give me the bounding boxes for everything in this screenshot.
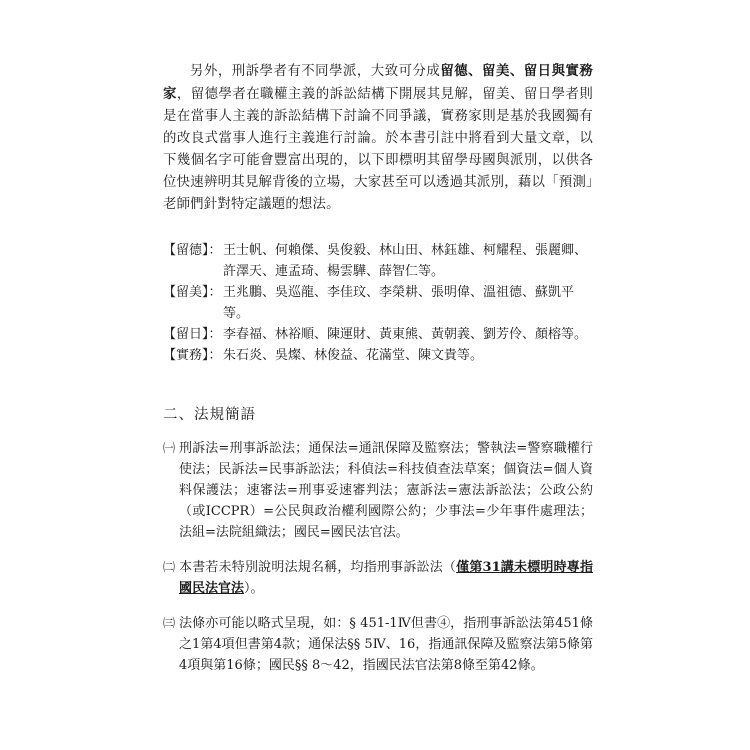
item-text: 法條亦可能以略式呈現，如：§ 451-1Ⅳ但書④，指刑事訴訟法第451條之1第4項但書第4款；通保法§§ 5Ⅳ、16，指通訊保障及監察法第5條第4項與第16條；國民§§ 8～42，指國民法官法第8條至第42條。 bbox=[179, 616, 593, 673]
intro-paragraph bbox=[163, 60, 593, 216]
page-content bbox=[163, 60, 593, 676]
intro-text-2: ，留德學者在職權主義的訴訟結構下開展其見解，留美、留日學者則是在當事人主義的訴訟結構下討論不同爭議，實務家則是基於我國獨有的改良式當事人進行主義進行討論。於本書引註中將看到大量文章，以下幾個名字可能會豐富出現的，以下即標明其留學母國與派別，以供各位快速辨明其見解背後的立場，大家甚至可以透過其派別，藉以「預測」老師們針對特定議題的想法。 bbox=[163, 87, 594, 212]
school-names: 王士帆、何賴傑、吳俊毅、林山田、林鈺雄、柯耀程、張麗卿、許澤天、連孟琦、楊雲驊、薛智仁等。 bbox=[223, 243, 588, 279]
item-text bbox=[179, 557, 593, 599]
school-names: 王兆鵬、吳巡龍、李佳玟、李榮耕、張明偉、溫祖德、蘇凱平等。 bbox=[223, 285, 575, 321]
list-item-default-law bbox=[163, 557, 593, 599]
item-text: 刑訴法=刑事訴訟法；通保法=通訊保障及監察法；警執法=警察職權行使法；民訴法=民事訴訟法；科偵法=科技偵查法草案；個資法=個人資料保護法；速審法=刑事妥速審判法；憲訴法=憲法訴訟法；公政公約（或ICCPR）=公民與政治權利國際公約；少事法=少年事件處理法；法組=法院組織法；國民=國民法官法。 bbox=[179, 441, 593, 540]
intro-text-1: 另外，刑訴學者有不同學派，大致可分成 bbox=[190, 64, 441, 79]
section-title: 二、法規簡語 bbox=[163, 407, 256, 423]
item-marker: ㈡ bbox=[163, 560, 176, 574]
school-practice bbox=[163, 345, 593, 366]
list-item-citation-format bbox=[163, 613, 593, 676]
school-usa bbox=[163, 282, 593, 324]
school-tag: 【留德】： bbox=[163, 243, 222, 258]
school-tag: 【留美】： bbox=[163, 285, 222, 300]
item-text-pre: 本書若未特別說明法規名稱，均指刑事訴訟法（ bbox=[179, 560, 457, 575]
school-list bbox=[163, 240, 593, 366]
list-item-abbreviations bbox=[163, 438, 593, 543]
school-names: 李春福、林裕順、陳運財、黃東熊、黃朝義、劉芳伶、顏榕等。 bbox=[223, 327, 588, 342]
item-marker: ㈢ bbox=[163, 616, 176, 630]
item-text-post: ）。 bbox=[244, 581, 264, 596]
item-marker: ㈠ bbox=[163, 441, 176, 455]
school-germany bbox=[163, 240, 593, 282]
school-tag: 【留日】： bbox=[163, 327, 222, 342]
school-tag: 【實務】： bbox=[163, 348, 222, 363]
school-names: 朱石炎、吳燦、林俊益、花滿堂、陳文貴等。 bbox=[223, 348, 484, 363]
school-japan bbox=[163, 324, 593, 345]
intro-bold-schools: 留德、留美、留日與實務家 bbox=[163, 63, 593, 102]
item-text-underlined: 僅第31講未標明時專指國民法官法 bbox=[179, 560, 593, 596]
